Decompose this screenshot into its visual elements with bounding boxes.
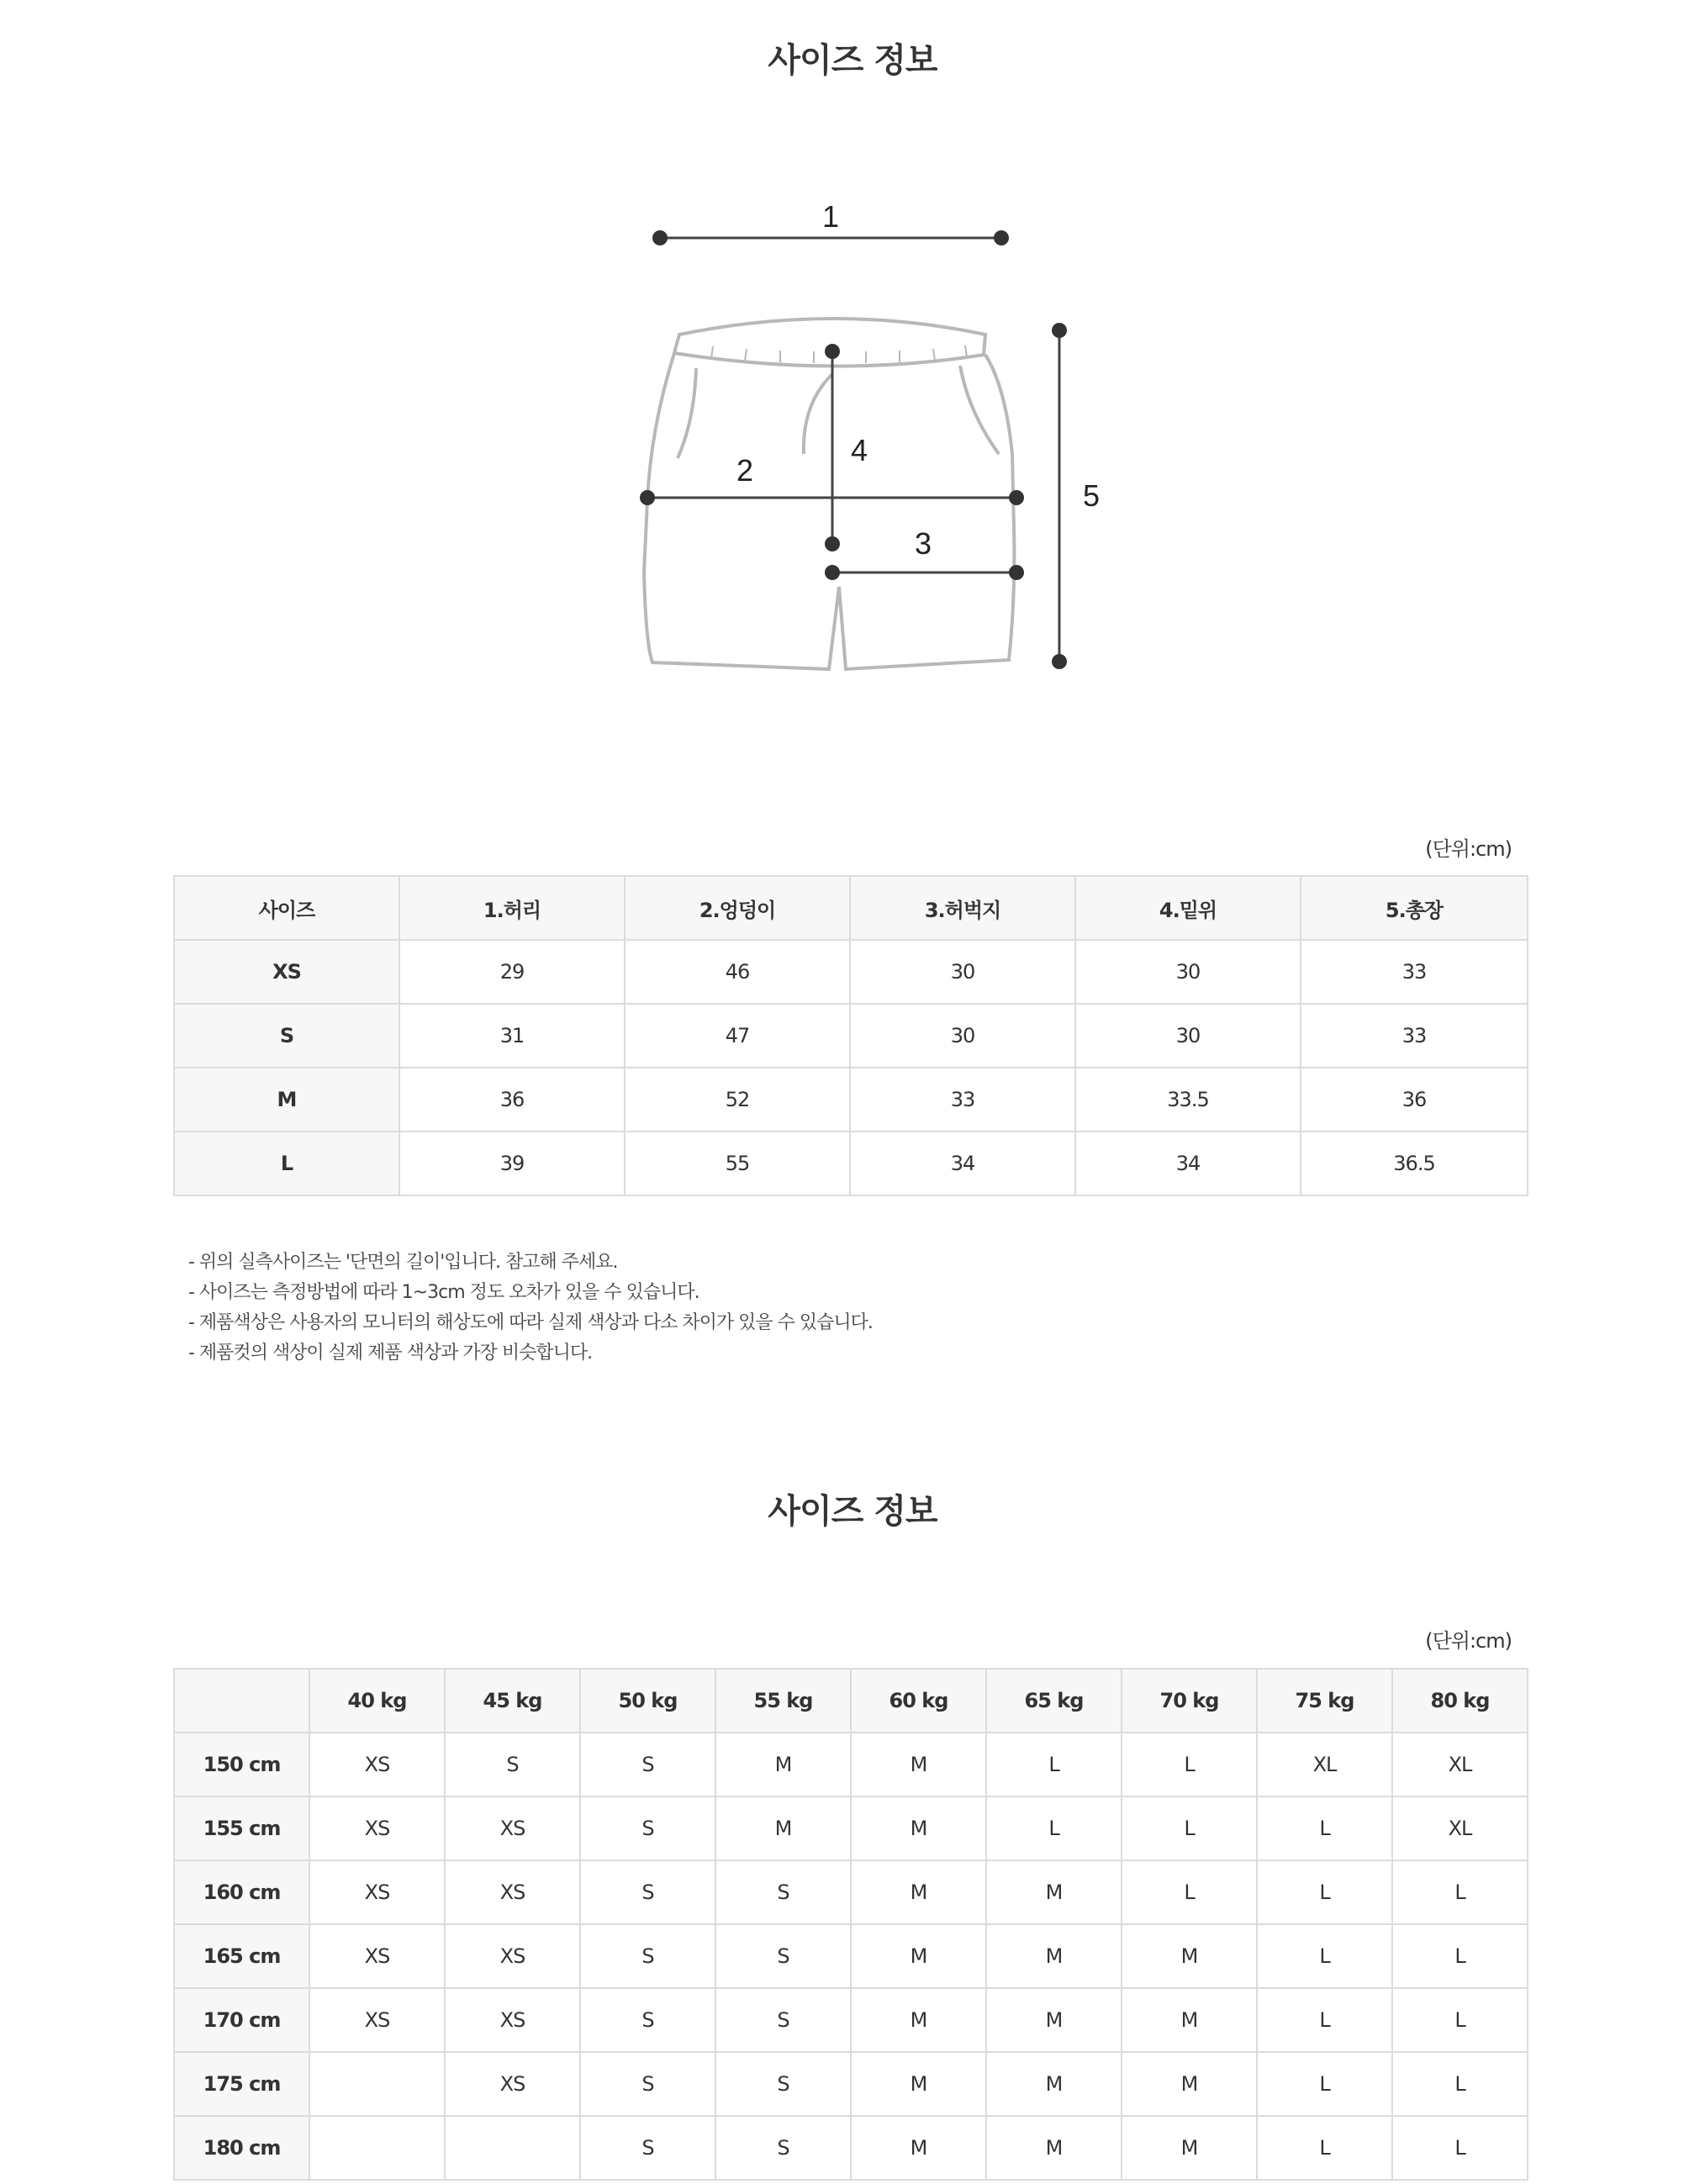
table-cell: S xyxy=(715,2116,851,2180)
table-cell: S xyxy=(580,2052,715,2116)
table-cell: M xyxy=(1122,1988,1257,2052)
size-cell: S xyxy=(174,1004,399,1068)
header-size: 사이즈 xyxy=(174,876,399,940)
table-cell: 36 xyxy=(1301,1068,1528,1132)
table-cell: 55 xyxy=(625,1132,850,1195)
table-cell: M xyxy=(851,1988,986,2052)
height-cell: 175 cm xyxy=(174,2052,309,2116)
table-row xyxy=(174,2116,1528,2180)
table-cell: S xyxy=(715,1860,851,1924)
table-cell: XS xyxy=(309,1988,445,2052)
table-cell: L xyxy=(1122,1733,1257,1796)
header-weight: 65 kg xyxy=(986,1669,1122,1733)
table-cell: 47 xyxy=(625,1004,850,1068)
table-header-row xyxy=(174,1669,1528,1733)
table-row xyxy=(174,1988,1528,2052)
table-cell: S xyxy=(580,1924,715,1988)
table-cell: S xyxy=(580,1988,715,2052)
table-cell: M xyxy=(851,1796,986,1860)
table-row xyxy=(174,1924,1528,1988)
table-row xyxy=(174,1132,1528,1195)
table-cell: L xyxy=(1122,1860,1257,1924)
table-cell: 34 xyxy=(1075,1132,1301,1195)
header-weight: 60 kg xyxy=(851,1669,986,1733)
measurement-table xyxy=(173,875,1528,1196)
table-cell: XL xyxy=(1257,1733,1392,1796)
table-cell: L xyxy=(1257,1796,1392,1860)
table-cell: S xyxy=(715,2052,851,2116)
table-cell: L xyxy=(1122,1796,1257,1860)
height-cell: 150 cm xyxy=(174,1733,309,1796)
table-row xyxy=(174,1860,1528,1924)
header-length: 5.총장 xyxy=(1301,876,1528,940)
size-recommend-title: 사이즈 정보 xyxy=(768,1492,937,1531)
table-cell: XS xyxy=(309,1733,445,1796)
note-line: - 제품컷의 색상이 실제 제품 색상과 가장 비슷합니다. xyxy=(188,1343,593,1364)
height-cell: 165 cm xyxy=(174,1924,309,1988)
table-cell: L xyxy=(1392,1988,1528,2052)
header-rise: 4.밑위 xyxy=(1075,876,1301,940)
table-cell: L xyxy=(1392,2052,1528,2116)
table-cell: S xyxy=(580,1796,715,1860)
note-line: - 사이즈는 측정방법에 따라 1~3cm 정도 오차가 있을 수 있습니다. xyxy=(188,1282,699,1303)
height-cell: 155 cm xyxy=(174,1796,309,1860)
table-cell: 30 xyxy=(1075,1004,1301,1068)
size-cell: L xyxy=(174,1132,399,1195)
table-cell: S xyxy=(580,1733,715,1796)
table-cell xyxy=(309,2052,445,2116)
shorts-measurement-diagram xyxy=(622,177,1127,689)
table-cell: L xyxy=(1392,1924,1528,1988)
table-row xyxy=(174,2052,1528,2116)
table-row xyxy=(174,940,1528,1004)
diagram-label-3: 3 xyxy=(914,526,932,561)
table-row xyxy=(174,1068,1528,1132)
header-hip: 2.엉덩이 xyxy=(625,876,850,940)
table-row xyxy=(174,1733,1528,1796)
table-cell: M xyxy=(1122,1924,1257,1988)
header-corner xyxy=(174,1669,309,1733)
table-cell: 34 xyxy=(850,1132,1075,1195)
table-cell: M xyxy=(986,1988,1122,2052)
size-recommendation-table xyxy=(173,1668,1528,2181)
table-cell: M xyxy=(851,1924,986,1988)
diagram-label-5: 5 xyxy=(1082,478,1101,513)
table-cell: XS xyxy=(445,1796,580,1860)
note-line: - 위의 실측사이즈는 '단면의 길이'입니다. 참고해 주세요. xyxy=(188,1252,618,1273)
table-cell: 39 xyxy=(399,1132,625,1195)
size-cell: XS xyxy=(174,940,399,1004)
table-cell: L xyxy=(1257,1924,1392,1988)
table-cell: 36 xyxy=(399,1068,625,1132)
table-header-row xyxy=(174,876,1528,940)
header-thigh: 3.허벅지 xyxy=(850,876,1075,940)
table-cell: M xyxy=(1122,2116,1257,2180)
table-cell: S xyxy=(445,1733,580,1796)
table-cell: M xyxy=(1122,2052,1257,2116)
header-weight: 45 kg xyxy=(445,1669,580,1733)
diagram-label-2: 2 xyxy=(736,453,754,488)
table-cell: L xyxy=(1257,2052,1392,2116)
table-cell: L xyxy=(1392,2116,1528,2180)
height-cell: 160 cm xyxy=(174,1860,309,1924)
table-cell: XL xyxy=(1392,1733,1528,1796)
table-cell: 30 xyxy=(1075,940,1301,1004)
table-cell: XS xyxy=(445,2052,580,2116)
table-cell: M xyxy=(986,1860,1122,1924)
table-cell: 29 xyxy=(399,940,625,1004)
table-cell: 36.5 xyxy=(1301,1132,1528,1195)
header-waist: 1.허리 xyxy=(399,876,625,940)
table-cell xyxy=(445,2116,580,2180)
table-cell: M xyxy=(715,1733,851,1796)
header-weight: 50 kg xyxy=(580,1669,715,1733)
table-cell: M xyxy=(986,1924,1122,1988)
diagram-label-1: 1 xyxy=(821,199,840,234)
unit-label-2: (단위:cm) xyxy=(1425,1629,1512,1653)
table-cell: M xyxy=(851,2116,986,2180)
table-cell: 33 xyxy=(1301,1004,1528,1068)
table-cell: M xyxy=(986,2052,1122,2116)
table-cell: XS xyxy=(309,1860,445,1924)
table-cell: S xyxy=(715,1924,851,1988)
table-cell: L xyxy=(1257,1988,1392,2052)
table-cell: L xyxy=(1392,1860,1528,1924)
header-weight: 80 kg xyxy=(1392,1669,1528,1733)
thigh-measure-line xyxy=(825,565,1024,580)
table-cell: L xyxy=(986,1733,1122,1796)
table-cell: 31 xyxy=(399,1004,625,1068)
table-cell: S xyxy=(580,2116,715,2180)
height-cell: 180 cm xyxy=(174,2116,309,2180)
table-cell: XS xyxy=(445,1924,580,1988)
header-weight: 75 kg xyxy=(1257,1669,1392,1733)
table-cell: M xyxy=(851,1733,986,1796)
table-cell: L xyxy=(1257,1860,1392,1924)
height-cell: 170 cm xyxy=(174,1988,309,2052)
unit-label: (단위:cm) xyxy=(1425,837,1512,861)
table-cell: S xyxy=(580,1860,715,1924)
size-info-title: 사이즈 정보 xyxy=(768,41,937,80)
table-row xyxy=(174,1796,1528,1860)
table-cell: 33 xyxy=(850,1068,1075,1132)
table-cell: 33.5 xyxy=(1075,1068,1301,1132)
table-cell: XS xyxy=(309,1924,445,1988)
size-notes xyxy=(188,1248,873,1369)
table-cell: XS xyxy=(309,1796,445,1860)
table-cell: XS xyxy=(445,1860,580,1924)
table-cell: L xyxy=(1257,2116,1392,2180)
note-line: - 제품색상은 사용자의 모니터의 해상도에 따라 실제 색상과 다소 차이가 있을 수 있습니다. xyxy=(188,1312,873,1333)
length-measure-line xyxy=(1052,323,1067,669)
header-weight: 70 kg xyxy=(1122,1669,1257,1733)
table-cell: 33 xyxy=(1301,940,1528,1004)
shorts-outline xyxy=(644,319,1014,669)
table-cell: M xyxy=(986,2116,1122,2180)
table-cell: 52 xyxy=(625,1068,850,1132)
table-cell: M xyxy=(851,1860,986,1924)
table-cell: L xyxy=(986,1796,1122,1860)
table-cell: M xyxy=(715,1796,851,1860)
table-cell: 30 xyxy=(850,1004,1075,1068)
rise-measure-line xyxy=(825,344,840,551)
header-weight: 40 kg xyxy=(309,1669,445,1733)
table-cell: XL xyxy=(1392,1796,1528,1860)
table-cell: M xyxy=(851,2052,986,2116)
table-cell xyxy=(309,2116,445,2180)
header-weight: 55 kg xyxy=(715,1669,851,1733)
size-cell: M xyxy=(174,1068,399,1132)
table-cell: 30 xyxy=(850,940,1075,1004)
diagram-label-4: 4 xyxy=(850,433,868,467)
table-cell: 46 xyxy=(625,940,850,1004)
table-row xyxy=(174,1004,1528,1068)
table-cell: XS xyxy=(445,1988,580,2052)
table-cell: S xyxy=(715,1988,851,2052)
